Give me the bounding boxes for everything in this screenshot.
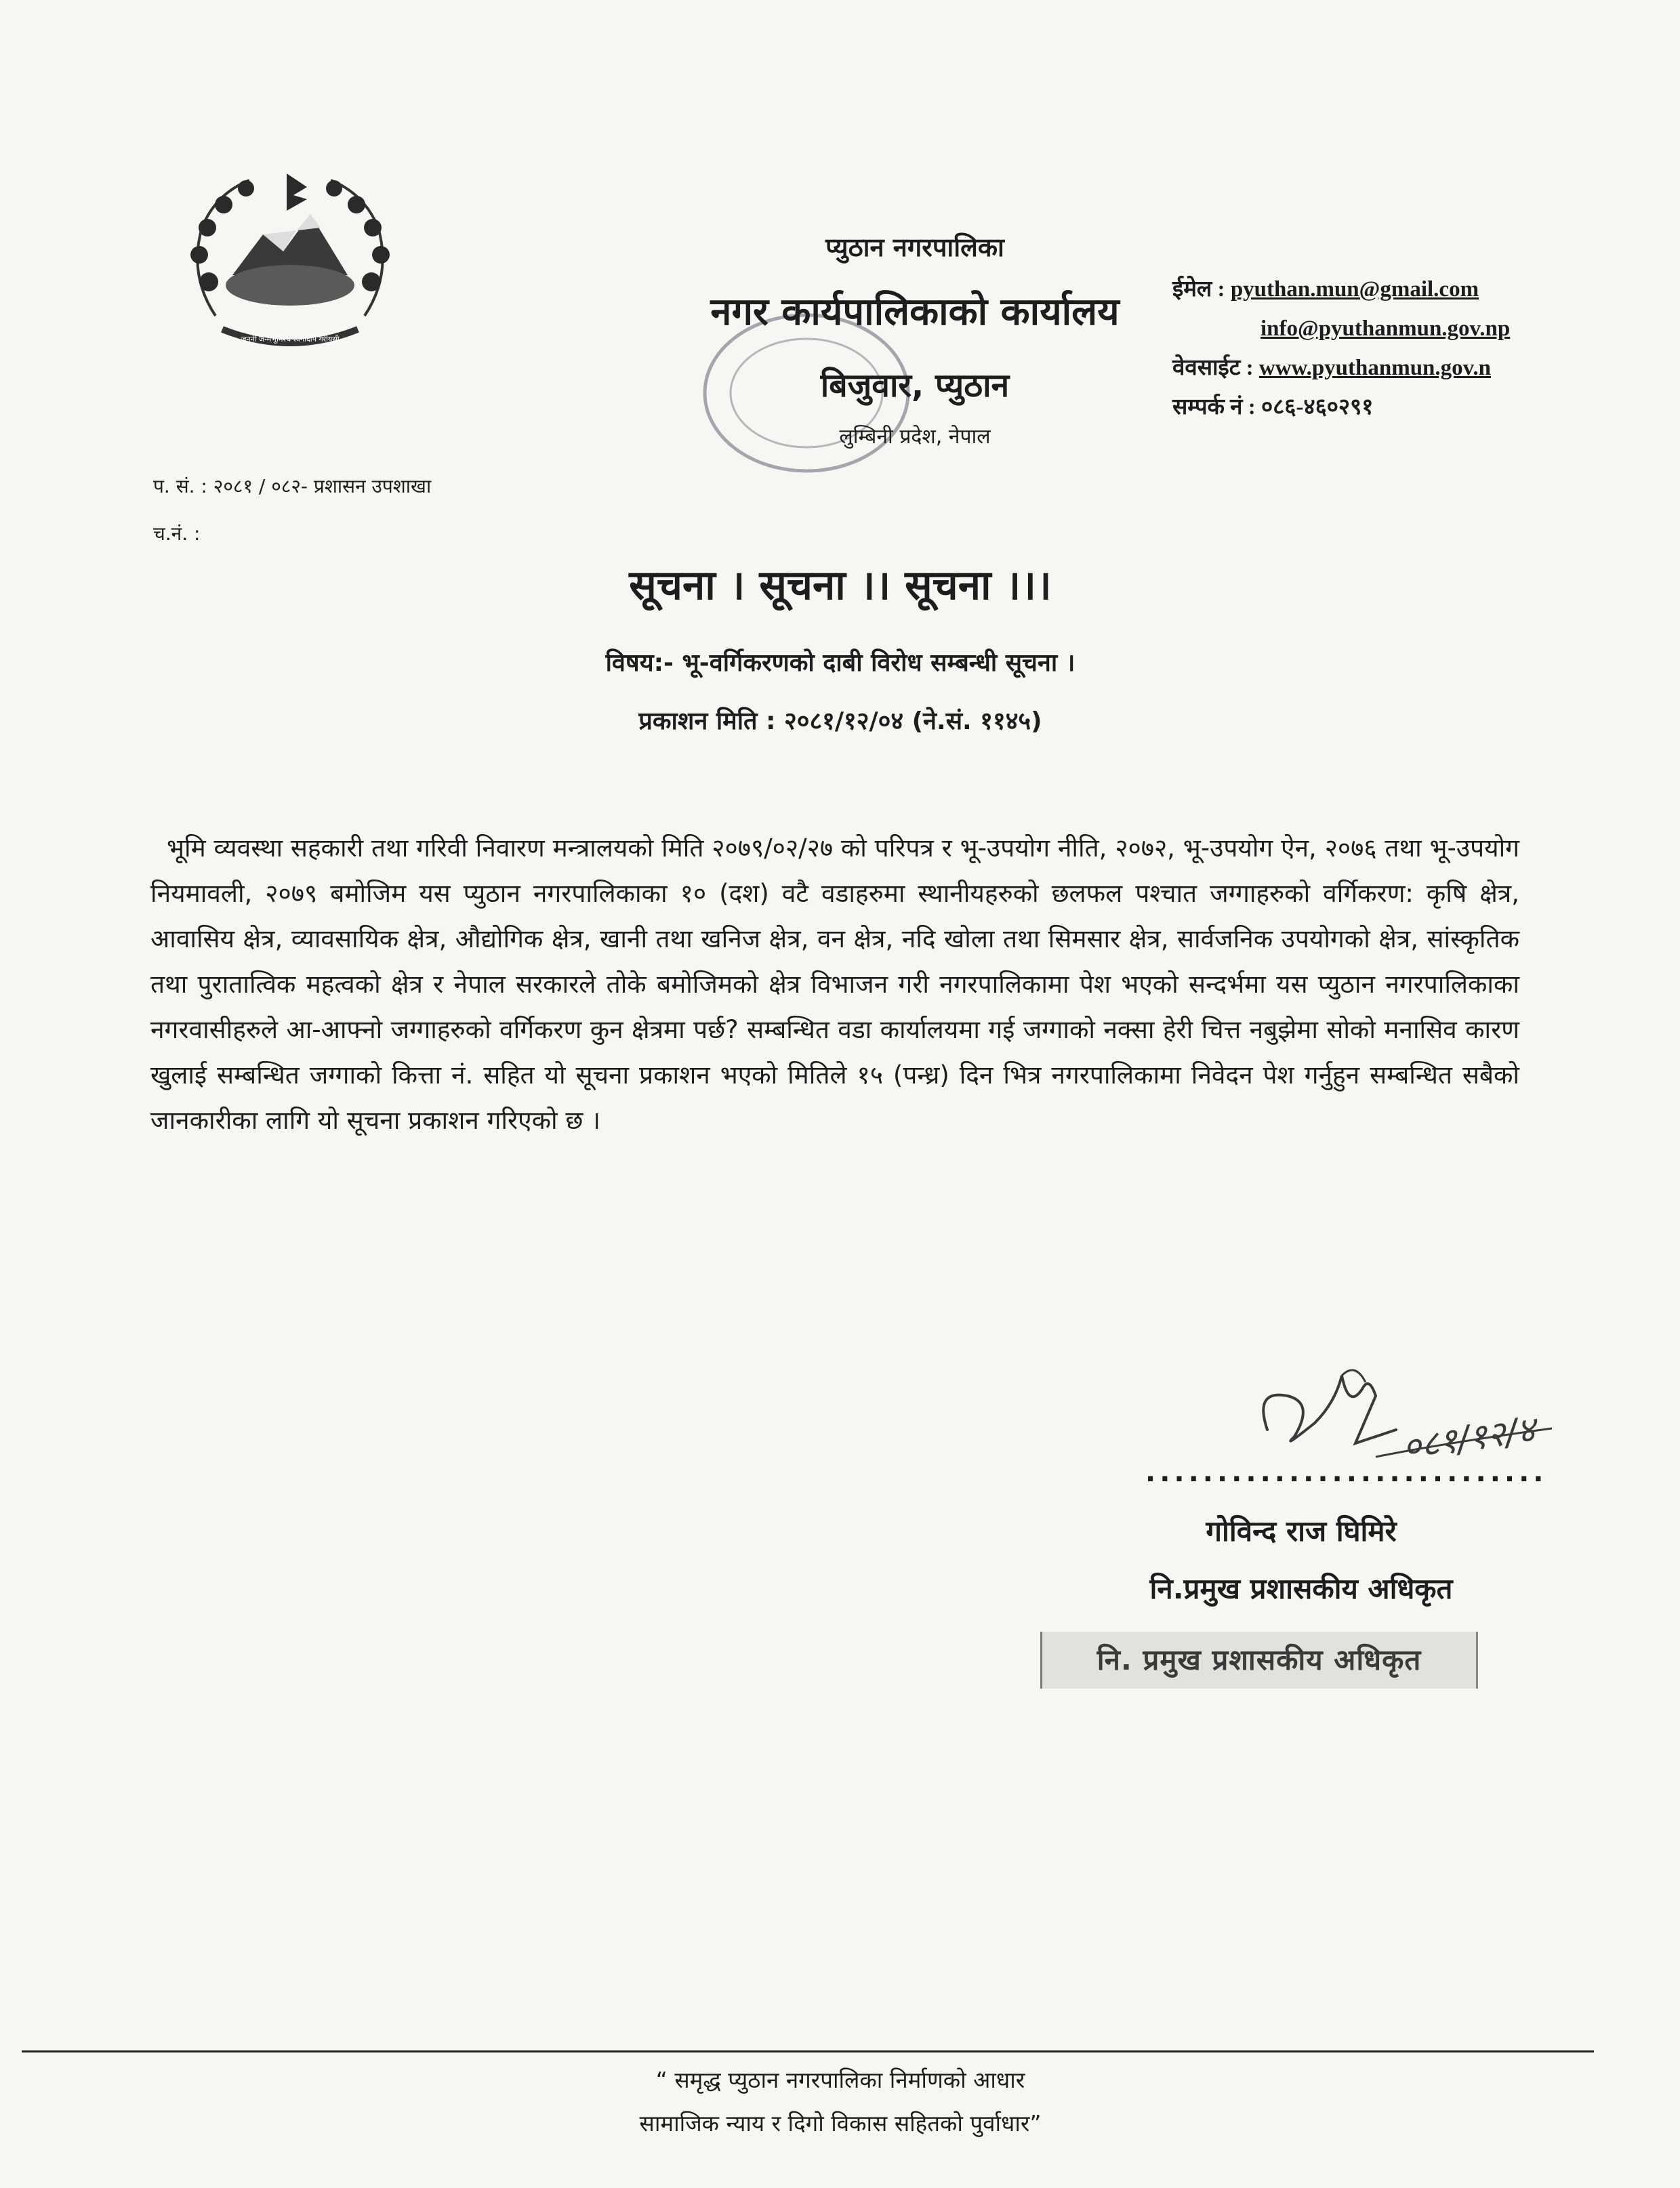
- email-primary[interactable]: pyuthan.mun@gmail.com: [1230, 277, 1479, 302]
- email-label: ईमेल :: [1172, 277, 1225, 302]
- website-link[interactable]: www.pyuthanmun.gov.n: [1258, 356, 1491, 380]
- emblem-motto: जननी जन्मभूमिश्च स्वर्गादपि गरीयसी: [241, 335, 340, 344]
- email-row: [1172, 270, 1593, 309]
- phone-label: सम्पर्क नं :: [1172, 395, 1256, 419]
- signatory-name: गोविन्द राज घिमिरे: [1206, 1514, 1397, 1548]
- nepal-government-emblem: [175, 160, 405, 363]
- dispatch-number: च.नं. :: [153, 522, 201, 545]
- municipality-name: प्युठान नगरपालिका: [825, 232, 1004, 262]
- email-secondary[interactable]: info@pyuthanmun.gov.np: [1261, 316, 1511, 341]
- footer-slogan-line2: सामाजिक न्याय र दिगो विकास सहितको पुर्वाधार”: [639, 2110, 1042, 2137]
- website-label: वेवसाईट :: [1172, 356, 1254, 380]
- email-row-2: [1172, 309, 1593, 348]
- signatory-title: नि.प्रमुख प्रशासकीय अधिकृत: [1149, 1572, 1453, 1605]
- notice-subject: विषय:- भू-वर्गिकरणको दाबी विरोध सम्बन्धी सूचना ।: [605, 649, 1075, 677]
- phone-number: ०८६-४६०२९१: [1261, 395, 1374, 419]
- footer-slogan-line1: “ समृद्ध प्युठान नगरपालिका निर्माणको आधार: [655, 2067, 1025, 2093]
- notice-heading: सूचना । सूचना ।। सूचना ।।।: [629, 562, 1052, 609]
- signature-date: ०८१/१२/४: [1399, 1409, 1538, 1468]
- phone-row: [1172, 388, 1593, 427]
- office-name: नगर कार्यपालिकाको कार्यालय: [710, 290, 1120, 334]
- website-row: [1172, 348, 1593, 388]
- office-location: बिजुवार, प्युठान: [820, 367, 1010, 405]
- reference-number: प. सं. : २०८१ / ०८२- प्रशासन उपशाखा: [153, 475, 432, 497]
- publication-date: प्रकाशन मिति : २०८१/१२/०४ (ने.सं. ११४५): [638, 707, 1042, 735]
- signature-line: ............................: [1145, 1457, 1548, 1488]
- designation-stamp: नि. प्रमुख प्रशासकीय अधिकृत: [1040, 1632, 1478, 1689]
- footer-divider: [22, 2050, 1594, 2052]
- province-name: लुम्बिनी प्रदेश, नेपाल: [839, 425, 991, 449]
- contact-block: [1172, 270, 1593, 427]
- notice-body: भूमि व्यवस्था सहकारी तथा गरिवी निवारण मन्त्रालयको मिति २०७९/०२/२७ को परिपत्र र भू-उपयोग नीति, २०७२, भू-उपयोग ऐन, २०७६ तथा भू-उपयोग नियमावली, २०७९ बमोजिम यस प्युठान नगरपालिकाका १० (दश) वटै वडाहरुमा स्थानीयहरुको छलफल पश्चात जग्गाहरुको वर्गिकरण: कृषि क्षेत्र, आवासिय क्षेत्र, व्यावसायिक क्षेत्र, औद्योगिक क्षेत्र, खानी तथा खनिज क्षेत्र, वन क्षेत्र, नदि खोला तथा सिमसार क्षेत्र, सार्वजनिक उपयोगको क्षेत्र, सांस्कृतिक तथा पुरातात्विक महत्वको क्षेत्र र नेपाल सरकारले तोके बमोजिमको क्षेत्र विभाजन गरी नगरपालिकामा पेश भएको सन्दर्भमा यस प्युठान नगरपालिकाका नगरवासीहरुले आ-आफ्नो जग्गाहरुको वर्गिकरण कुन क्षेत्रमा पर्छ? सम्बन्धित वडा कार्यालयमा गई जग्गाको नक्सा हेरी चित्त नबुझेमा सोको मनासिव कारण खुलाई सम्बन्धित जग्गाको कित्ता नं. सहित यो सूचना प्रकाशन भएको मितिले १५ (पन्ध्र) दिन भित्र नगरपालिकामा निवेदन पेश गर्नुहुन सम्बन्धित सबैको जानकारीका लागि यो सूचना प्रकाशन गरिएको छ ।: [150, 833, 1519, 1135]
